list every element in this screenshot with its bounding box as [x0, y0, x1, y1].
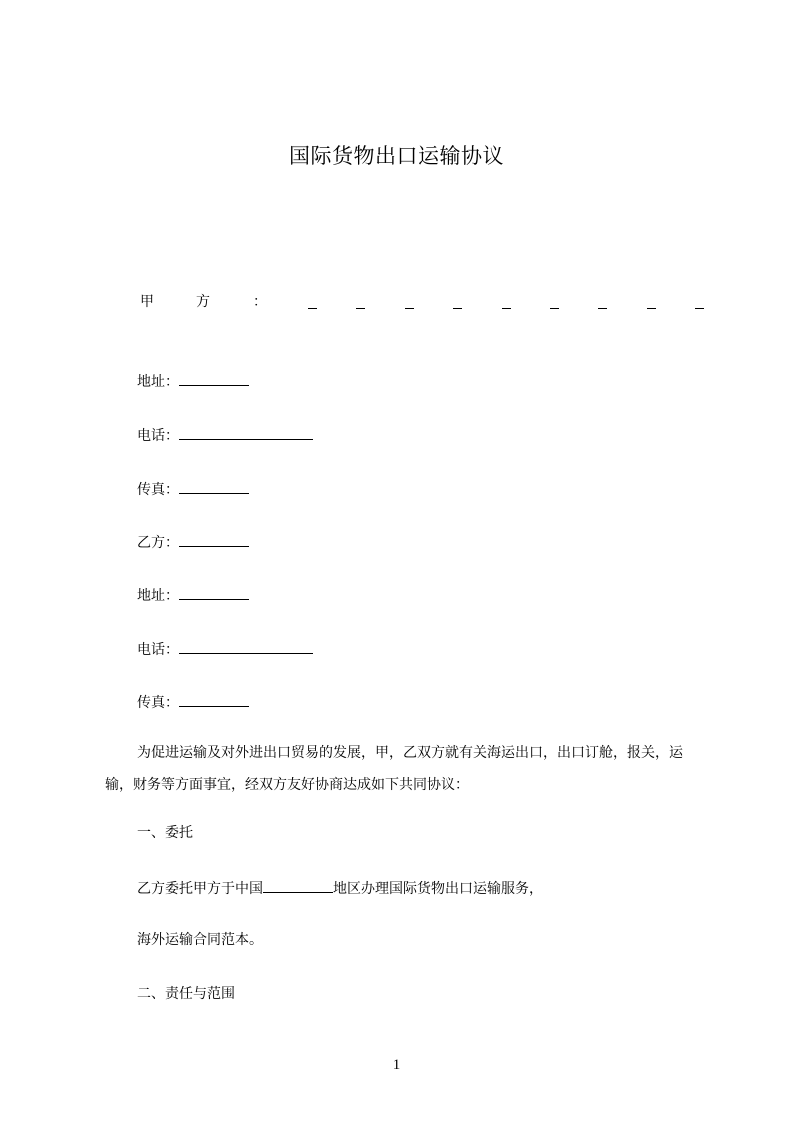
blank-dash — [308, 291, 317, 309]
party-a-fax-label: 传真： — [137, 482, 179, 498]
party-a-name-blank — [308, 291, 704, 313]
blank-dash — [598, 291, 607, 309]
party-b-line — [137, 530, 249, 554]
section-1-text-before: 乙方委托甲方于中国 — [137, 881, 263, 897]
party-a-address-line — [137, 369, 249, 393]
party-b-label: 乙方： — [137, 535, 179, 551]
blank-dash — [695, 291, 704, 309]
intro-paragraph: 为促进运输及对外进出口贸易的发展，甲，乙双方就有关海运出口，出口订舱，报关，运输，财务等方面事宜，经双方友好协商达成如下共同协议： — [105, 745, 683, 793]
party-b-fax-label: 传真： — [137, 695, 179, 711]
party-a-fax-blank — [179, 477, 249, 494]
party-a-fax-line — [137, 477, 249, 501]
section-1-text — [137, 876, 543, 900]
blank-dash — [405, 291, 414, 309]
party-a-address-label: 地址： — [137, 374, 179, 390]
blank-dash — [453, 291, 462, 309]
party-b-phone-label: 电话： — [137, 642, 179, 658]
party-b-phone-blank — [179, 637, 313, 654]
party-b-fax-blank — [179, 690, 249, 707]
party-b-address-blank — [179, 583, 249, 600]
party-a-label-row — [140, 291, 710, 313]
blank-dash — [356, 291, 365, 309]
party-a-label-char-2: 方 — [196, 294, 210, 310]
section-1-heading: 一、委托 — [137, 825, 193, 841]
party-a-phone-blank — [179, 423, 313, 440]
section-1-text-after: 地区办理国际货物出口运输服务， — [333, 881, 543, 897]
party-b-fax-line — [137, 690, 249, 714]
party-a-label-colon: ： — [253, 294, 267, 310]
party-b-phone-line — [137, 637, 313, 661]
blank-dash — [502, 291, 511, 309]
party-a-phone-label: 电话： — [137, 428, 179, 444]
party-a-phone-line — [137, 423, 313, 447]
section-2-heading: 二、责任与范围 — [137, 986, 235, 1002]
party-b-address-label: 地址： — [137, 588, 179, 604]
party-a-label-char-1: 甲 — [140, 294, 154, 310]
party-a-address-blank — [179, 369, 249, 386]
section-1-note: 海外运输合同范本。 — [137, 932, 263, 948]
party-b-name-blank — [179, 530, 249, 547]
blank-dash — [647, 291, 656, 309]
page-number: 1 — [392, 1057, 401, 1073]
document-title: 国际货物出口运输协议 — [289, 144, 504, 168]
blank-dash — [550, 291, 559, 309]
party-b-address-line — [137, 583, 249, 607]
region-blank — [263, 876, 333, 893]
